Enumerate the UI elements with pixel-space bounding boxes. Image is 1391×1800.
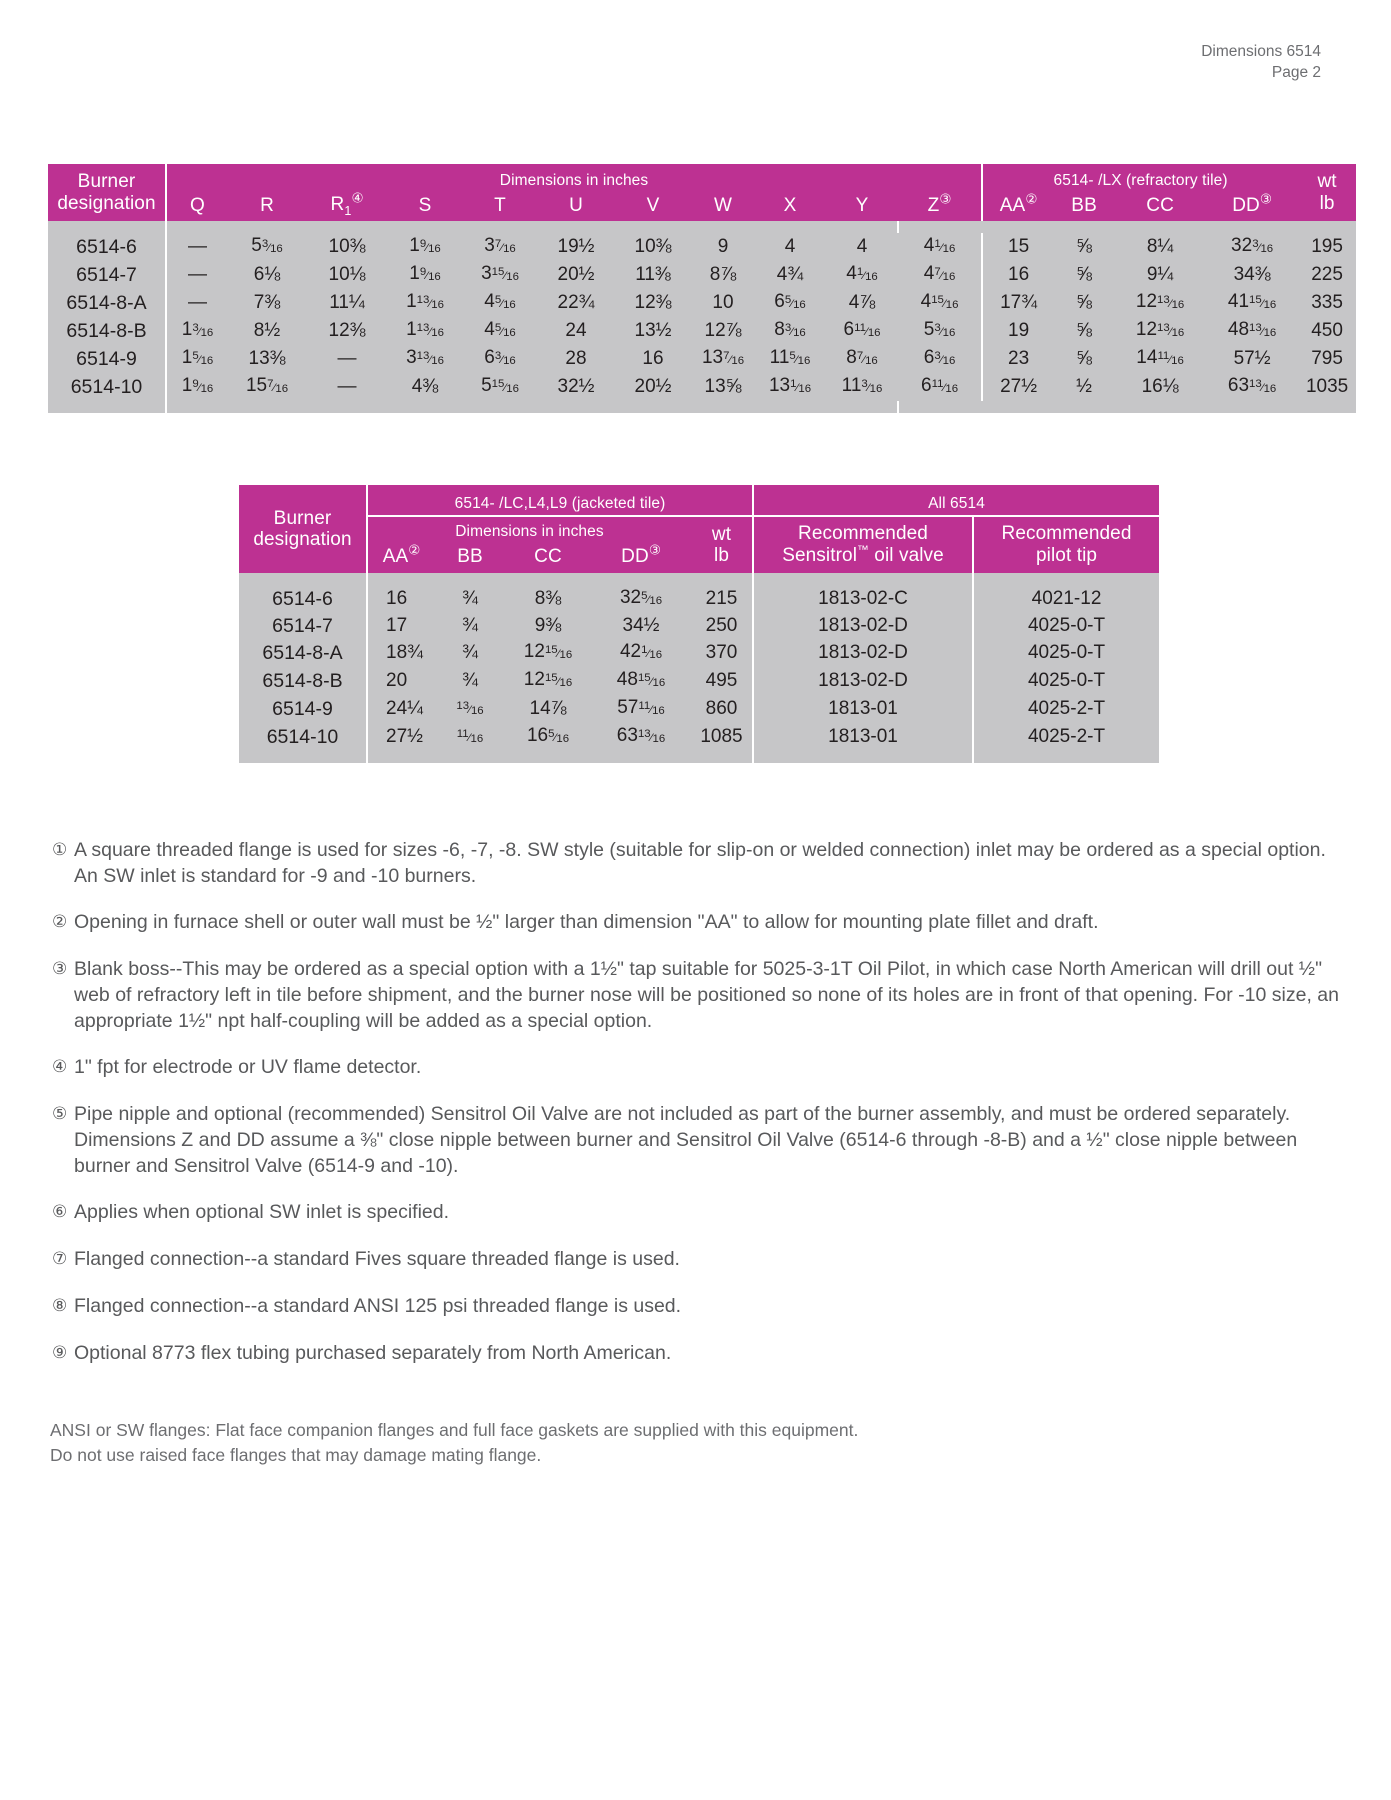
footnote-6-text: Applies when optional SW inlet is specified. bbox=[74, 1201, 450, 1224]
table1-r4-w: 137⁄16 bbox=[692, 345, 754, 373]
table1-r2-x: 65⁄16 bbox=[754, 289, 826, 317]
table1-r0-u: 19½ bbox=[538, 233, 614, 261]
table2-r3-bb: ¾ bbox=[435, 667, 505, 695]
table2-body bbox=[239, 573, 1159, 763]
table1-r5-t: 515⁄16 bbox=[462, 373, 538, 401]
table2-col-pilot-tip: Recommended pilot tip bbox=[973, 516, 1159, 573]
table2-r0-cc: 8⅜ bbox=[505, 585, 591, 613]
table1-r1-w: 8⅞ bbox=[692, 261, 754, 289]
table2-burner-designation-label: Burner designation bbox=[253, 507, 352, 550]
table1-burner-designation-label: Burner designation bbox=[57, 171, 156, 214]
table1-r2-aa: 17¾ bbox=[982, 289, 1054, 317]
table1-col-dd: DD③ bbox=[1206, 191, 1298, 221]
table1-r1-z: 47⁄16 bbox=[898, 261, 982, 289]
table-row bbox=[239, 695, 1159, 723]
footnote-2 bbox=[52, 910, 1352, 936]
table2-group-header-row bbox=[239, 485, 1159, 516]
footnote-3-text: Blank boss--This may be ordered as a special option with a 1½" tap suitable for 5025-3-1T Oil Pilot, in which case North American will drill out ½" web of refractory left in tile before shipment, and the burner nose will be positioned so none of its holes are in front of that opening. For -10 size, an appropriate 1½" npt half-coupling will be added as a special option. bbox=[74, 958, 1339, 1032]
table2-r0-valve: 1813-02-C bbox=[753, 585, 973, 613]
footnote-3 bbox=[52, 957, 1352, 1034]
footnote-6-marker: ⑥ bbox=[52, 1202, 68, 1222]
table1-r4-y: 87⁄16 bbox=[826, 345, 898, 373]
footnote-9-text: Optional 8773 flex tubing purchased separately from North American. bbox=[74, 1341, 672, 1364]
table2-col-sensitrol-valve: Recommended Sensitrol™ oil valve bbox=[753, 516, 973, 573]
table1-r2-bb: ⅝ bbox=[1054, 289, 1114, 317]
table1-r5-y: 113⁄16 bbox=[826, 373, 898, 401]
table2-group-dimensions: Dimensions in inches bbox=[367, 516, 691, 541]
table1-r5-v: 20½ bbox=[614, 373, 692, 401]
table1-weight-unit: lb bbox=[1319, 192, 1335, 214]
table1-r0-aa: 15 bbox=[982, 233, 1054, 261]
table2-r1-designation: 6514-7 bbox=[239, 613, 367, 639]
table1-r4-bb: ⅝ bbox=[1054, 345, 1114, 373]
footnotes-list bbox=[52, 838, 1352, 1387]
table1-r2-designation: 6514-8-A bbox=[48, 289, 166, 317]
table1-r2-t: 45⁄16 bbox=[462, 289, 538, 317]
footnote-8-text: Flanged connection--a standard ANSI 125 psi threaded flange is used. bbox=[74, 1294, 682, 1317]
table1-r5-r: 157⁄16 bbox=[228, 373, 306, 401]
table2-r4-pilot: 4025-2-T bbox=[973, 695, 1159, 723]
table1-r3-aa: 19 bbox=[982, 317, 1054, 345]
footnote-2-text: Opening in furnace shell or outer wall must be ½" larger than dimension "AA" to allow for mounting plate fillet and draft. bbox=[74, 911, 1099, 934]
table1-col-t: T bbox=[462, 191, 538, 221]
table1-r5-x: 131⁄16 bbox=[754, 373, 826, 401]
footnote-8 bbox=[52, 1294, 1352, 1320]
table2-r4-wt: 860 bbox=[691, 695, 753, 723]
table-row bbox=[48, 373, 1356, 401]
table1-group-header-row bbox=[48, 164, 1356, 191]
closing-note-line2: Do not use raised face flanges that may damage mating flange. bbox=[50, 1444, 542, 1465]
table1-col-x: X bbox=[754, 191, 826, 221]
table1-r3-x: 83⁄16 bbox=[754, 317, 826, 345]
page-header bbox=[1201, 42, 1321, 84]
table1-r4-designation: 6514-9 bbox=[48, 345, 166, 373]
footnote-9-marker: ⑨ bbox=[52, 1342, 68, 1362]
page-header-title: Dimensions 6514 bbox=[1201, 43, 1321, 60]
table2-r3-dd: 4815⁄16 bbox=[591, 667, 691, 695]
table2-r2-cc: 1215⁄16 bbox=[505, 639, 591, 667]
table1-r3-cc: 1213⁄16 bbox=[1114, 317, 1206, 345]
table2-r2-bb: ¾ bbox=[435, 639, 505, 667]
table1-col-r: R bbox=[228, 191, 306, 221]
table1-r5-cc: 16⅛ bbox=[1114, 373, 1206, 401]
table1-r5-s: 4⅜ bbox=[388, 373, 462, 401]
table2-r5-bb: 11⁄16 bbox=[435, 723, 505, 751]
table2-top-spacer bbox=[239, 573, 1159, 585]
table1-r4-wt: 795 bbox=[1298, 345, 1356, 373]
table1-r4-q: 15⁄16 bbox=[166, 345, 228, 373]
footnote-8-marker: ⑧ bbox=[52, 1295, 68, 1315]
table1-col-u: U bbox=[538, 191, 614, 221]
table2-r3-valve: 1813-02-D bbox=[753, 667, 973, 695]
table1-r5-u: 32½ bbox=[538, 373, 614, 401]
table1-r2-s: 113⁄16 bbox=[388, 289, 462, 317]
table1-r3-designation: 6514-8-B bbox=[48, 317, 166, 345]
table1-r1-v: 11⅜ bbox=[614, 261, 692, 289]
table2-col-cc: CC bbox=[505, 541, 591, 573]
table2-r1-dd: 34½ bbox=[591, 613, 691, 639]
table1-r3-dd: 4813⁄16 bbox=[1206, 317, 1298, 345]
table1-head bbox=[48, 164, 1356, 221]
table1-col-r1: $R_1^④$ bbox=[306, 191, 388, 221]
table1-r1-cc: 9¼ bbox=[1114, 261, 1206, 289]
table-row bbox=[239, 667, 1159, 695]
footnote-7-text: Flanged connection--a standard Fives square threaded flange is used. bbox=[74, 1248, 680, 1271]
table-row bbox=[48, 289, 1356, 317]
table1-r3-z: 53⁄16 bbox=[898, 317, 982, 345]
table2-r1-bb: ¾ bbox=[435, 613, 505, 639]
table2-r0-designation: 6514-6 bbox=[239, 585, 367, 613]
table-row bbox=[48, 317, 1356, 345]
footnote-2-marker: ② bbox=[52, 912, 68, 932]
table1-col-y: Y bbox=[826, 191, 898, 221]
table-row bbox=[239, 585, 1159, 613]
table1-r3-r1: 12⅜ bbox=[306, 317, 388, 345]
footnote-3-marker: ③ bbox=[52, 959, 68, 979]
table1-top-spacer bbox=[48, 221, 1356, 233]
table1-r0-z: 41⁄16 bbox=[898, 233, 982, 261]
table1-r3-u: 24 bbox=[538, 317, 614, 345]
footnote-5 bbox=[52, 1102, 1352, 1179]
table2-r0-wt: 215 bbox=[691, 585, 753, 613]
table-row bbox=[239, 639, 1159, 667]
table2-group-all-6514: All 6514 bbox=[753, 485, 1159, 516]
table-row bbox=[239, 723, 1159, 751]
table1-r1-y: 41⁄16 bbox=[826, 261, 898, 289]
table2-r2-dd: 421⁄16 bbox=[591, 639, 691, 667]
table1-group-dimensions: Dimensions in inches bbox=[166, 164, 982, 191]
table1-r5-wt: 1035 bbox=[1298, 373, 1356, 401]
footnote-4 bbox=[52, 1055, 1352, 1081]
table1-r0-y: 4 bbox=[826, 233, 898, 261]
table1-r4-t: 63⁄16 bbox=[462, 345, 538, 373]
table1-r3-bb: ⅝ bbox=[1054, 317, 1114, 345]
table1-r3-w: 12⅞ bbox=[692, 317, 754, 345]
table1-r3-r: 8½ bbox=[228, 317, 306, 345]
table1-r4-x: 115⁄16 bbox=[754, 345, 826, 373]
table1-r1-q: — bbox=[166, 261, 228, 289]
table2-r5-wt: 1085 bbox=[691, 723, 753, 751]
table1-r0-bb: ⅝ bbox=[1054, 233, 1114, 261]
table1-r5-r1: — bbox=[306, 373, 388, 401]
table2-r2-pilot: 4025-0-T bbox=[973, 639, 1159, 667]
table2-r3-designation: 6514-8-B bbox=[239, 667, 367, 695]
table2-r2-aa: 18¾ bbox=[367, 639, 435, 667]
table1-col-burner-designation bbox=[48, 164, 166, 221]
table2-r3-cc: 1215⁄16 bbox=[505, 667, 591, 695]
table1-r2-q: — bbox=[166, 289, 228, 317]
table2-r3-pilot: 4025-0-T bbox=[973, 667, 1159, 695]
table1-r1-designation: 6514-7 bbox=[48, 261, 166, 289]
table1-col-w: W bbox=[692, 191, 754, 221]
table2-r1-valve: 1813-02-D bbox=[753, 613, 973, 639]
table-row bbox=[48, 261, 1356, 289]
table1-r5-designation: 6514-10 bbox=[48, 373, 166, 401]
table1-r4-aa: 23 bbox=[982, 345, 1054, 373]
table1-r5-z: 611⁄16 bbox=[898, 373, 982, 401]
footnote-4-text: 1" fpt for electrode or UV flame detector. bbox=[74, 1056, 422, 1079]
table1-r3-s: 113⁄16 bbox=[388, 317, 462, 345]
table-row bbox=[48, 345, 1356, 373]
footnote-9 bbox=[52, 1341, 1352, 1367]
footnote-1-text: A square threaded flange is used for sizes -6, -7, -8. SW style (suitable for slip-on or welded connection) inlet may be ordered as a special option. An SW inlet is standard for -9 and -10 burners. bbox=[74, 839, 1326, 887]
table1-r4-z: 63⁄16 bbox=[898, 345, 982, 373]
table1-r2-r: 7⅜ bbox=[228, 289, 306, 317]
table1-r3-v: 13½ bbox=[614, 317, 692, 345]
table1-r4-dd: 57½ bbox=[1206, 345, 1298, 373]
table2-r5-aa: 27½ bbox=[367, 723, 435, 751]
table1-r0-v: 10⅜ bbox=[614, 233, 692, 261]
table1-r2-w: 10 bbox=[692, 289, 754, 317]
footnote-4-marker: ④ bbox=[52, 1057, 68, 1077]
table1-r0-s: 19⁄16 bbox=[388, 233, 462, 261]
table1-r1-wt: 225 bbox=[1298, 261, 1356, 289]
table1-r4-cc: 1411⁄16 bbox=[1114, 345, 1206, 373]
table1-r5-w: 13⅝ bbox=[692, 373, 754, 401]
table2-col-bb: BB bbox=[435, 541, 505, 573]
table1-r2-r1: 11¼ bbox=[306, 289, 388, 317]
table1-r0-r1: 10⅜ bbox=[306, 233, 388, 261]
table1-col-cc: CC bbox=[1114, 191, 1206, 221]
table1-col-s: S bbox=[388, 191, 462, 221]
table1-r5-bb: ½ bbox=[1054, 373, 1114, 401]
table2-r4-aa: 24¼ bbox=[367, 695, 435, 723]
table2-r1-pilot: 4025-0-T bbox=[973, 613, 1159, 639]
table1-r4-u: 28 bbox=[538, 345, 614, 373]
table1-r2-wt: 335 bbox=[1298, 289, 1356, 317]
table2-r2-valve: 1813-02-D bbox=[753, 639, 973, 667]
table2-subgroup-row bbox=[239, 516, 1159, 541]
table1-r0-dd: 323⁄16 bbox=[1206, 233, 1298, 261]
table1-weight-label: wt bbox=[1317, 171, 1337, 193]
table1-r2-z: 415⁄16 bbox=[898, 289, 982, 317]
table1-r3-wt: 450 bbox=[1298, 317, 1356, 345]
table1-col-aa: AA② bbox=[982, 191, 1054, 221]
table2-weight-unit: lb bbox=[714, 545, 729, 566]
table2-r4-dd: 5711⁄16 bbox=[591, 695, 691, 723]
table2-r0-pilot: 4021-12 bbox=[973, 585, 1159, 613]
table2-r3-wt: 495 bbox=[691, 667, 753, 695]
table2-col-burner-designation bbox=[239, 485, 367, 573]
table2-group-jacketed-tile: 6514- /LC,L4,L9 (jacketed tile) bbox=[367, 485, 753, 516]
table2-bottom-spacer bbox=[239, 751, 1159, 763]
table2-r5-dd: 6313⁄16 bbox=[591, 723, 691, 751]
table1-col-q: Q bbox=[166, 191, 228, 221]
table2-r4-designation: 6514-9 bbox=[239, 695, 367, 723]
table2-r5-designation: 6514-10 bbox=[239, 723, 367, 751]
table1-r3-q: 13⁄16 bbox=[166, 317, 228, 345]
table1-r0-t: 37⁄16 bbox=[462, 233, 538, 261]
table2-r0-dd: 325⁄16 bbox=[591, 585, 691, 613]
table2-col-aa: AA② bbox=[367, 541, 435, 573]
table1-r3-y: 611⁄16 bbox=[826, 317, 898, 345]
closing-note-line1: ANSI or SW flanges: Flat face companion flanges and full face gaskets are supplied with this equipment. bbox=[50, 1420, 859, 1440]
closing-note bbox=[50, 1418, 1300, 1468]
table1-r2-y: 4⅞ bbox=[826, 289, 898, 317]
table2-r1-cc: 9⅜ bbox=[505, 613, 591, 639]
table2-r4-cc: 14⅞ bbox=[505, 695, 591, 723]
table1-r5-dd: 6313⁄16 bbox=[1206, 373, 1298, 401]
table1-r3-t: 45⁄16 bbox=[462, 317, 538, 345]
table1-r0-cc: 8¼ bbox=[1114, 233, 1206, 261]
page-number: Page 2 bbox=[1271, 63, 1321, 81]
table1-body bbox=[48, 221, 1356, 413]
table1-r0-x: 4 bbox=[754, 233, 826, 261]
accessories-table bbox=[239, 485, 1159, 763]
footnote-7-marker: ⑦ bbox=[52, 1249, 68, 1269]
table1-r2-u: 22¾ bbox=[538, 289, 614, 317]
table1-r0-w: 9 bbox=[692, 233, 754, 261]
table-row bbox=[48, 233, 1356, 261]
table2-r3-aa: 20 bbox=[367, 667, 435, 695]
dimensions-table-main bbox=[48, 164, 1356, 413]
table1-r4-s: 313⁄16 bbox=[388, 345, 462, 373]
footnote-5-marker: ⑤ bbox=[52, 1104, 68, 1124]
table2-col-weight bbox=[691, 516, 753, 573]
table2-col-dd: DD③ bbox=[591, 541, 691, 573]
table1-r0-wt: 195 bbox=[1298, 233, 1356, 261]
footnote-1-marker: ① bbox=[52, 840, 68, 859]
table1-r1-t: 315⁄16 bbox=[462, 261, 538, 289]
table1-r1-x: 4¾ bbox=[754, 261, 826, 289]
table1-r5-aa: 27½ bbox=[982, 373, 1054, 401]
table2-r5-pilot: 4025-2-T bbox=[973, 723, 1159, 751]
table1-col-z: Z③ bbox=[898, 191, 982, 221]
table1-column-header-row bbox=[48, 191, 1356, 221]
table2-r5-valve: 1813-01 bbox=[753, 723, 973, 751]
table1-r1-r: 6⅛ bbox=[228, 261, 306, 289]
table2-r1-aa: 17 bbox=[367, 613, 435, 639]
table1-r0-designation: 6514-6 bbox=[48, 233, 166, 261]
table1-r1-r1: 10⅛ bbox=[306, 261, 388, 289]
table2-weight-label: wt bbox=[711, 523, 732, 545]
table1-r1-dd: 34⅜ bbox=[1206, 261, 1298, 289]
table1-r0-q: — bbox=[166, 233, 228, 261]
table2-r2-wt: 370 bbox=[691, 639, 753, 667]
table1-r1-aa: 16 bbox=[982, 261, 1054, 289]
table1-r4-r: 13⅜ bbox=[228, 345, 306, 373]
table1-r1-s: 19⁄16 bbox=[388, 261, 462, 289]
table2-r5-cc: 165⁄16 bbox=[505, 723, 591, 751]
table1-r2-cc: 1213⁄16 bbox=[1114, 289, 1206, 317]
table-row bbox=[239, 613, 1159, 639]
footnote-5-text: Pipe nipple and optional (recommended) Sensitrol Oil Valve are not included as part of the burner assembly, and must be ordered separately. Dimensions Z and DD assume a ⅜" close nipple between burner and Sensitrol Oil Valve (6514-6 through -8-B) and a ½" close nipple between burner and Sensitrol Valve (6514-9 and -10). bbox=[74, 1103, 1298, 1177]
footnote-1 bbox=[52, 838, 1352, 889]
table1-r0-r: 53⁄16 bbox=[228, 233, 306, 261]
table1-col-weight bbox=[1298, 164, 1356, 221]
table1-r1-u: 20½ bbox=[538, 261, 614, 289]
table2-r0-aa: 16 bbox=[367, 585, 435, 613]
table1-r1-bb: ⅝ bbox=[1054, 261, 1114, 289]
table1-r4-v: 16 bbox=[614, 345, 692, 373]
table1-r2-dd: 4115⁄16 bbox=[1206, 289, 1298, 317]
table2-r2-designation: 6514-8-A bbox=[239, 639, 367, 667]
table2-r4-valve: 1813-01 bbox=[753, 695, 973, 723]
table1-group-refractory-tile: 6514- /LX (refractory tile) bbox=[982, 164, 1298, 191]
table1-r2-v: 12⅜ bbox=[614, 289, 692, 317]
table2-r4-bb: 13⁄16 bbox=[435, 695, 505, 723]
footnote-6 bbox=[52, 1200, 1352, 1226]
footnote-7 bbox=[52, 1247, 1352, 1273]
table2-r1-wt: 250 bbox=[691, 613, 753, 639]
table1-col-bb: BB bbox=[1054, 191, 1114, 221]
table2-r0-bb: ¾ bbox=[435, 585, 505, 613]
table1-r4-r1: — bbox=[306, 345, 388, 373]
table2-head bbox=[239, 485, 1159, 573]
table1-r5-q: 19⁄16 bbox=[166, 373, 228, 401]
table1-col-v: V bbox=[614, 191, 692, 221]
table1-bottom-spacer bbox=[48, 401, 1356, 413]
